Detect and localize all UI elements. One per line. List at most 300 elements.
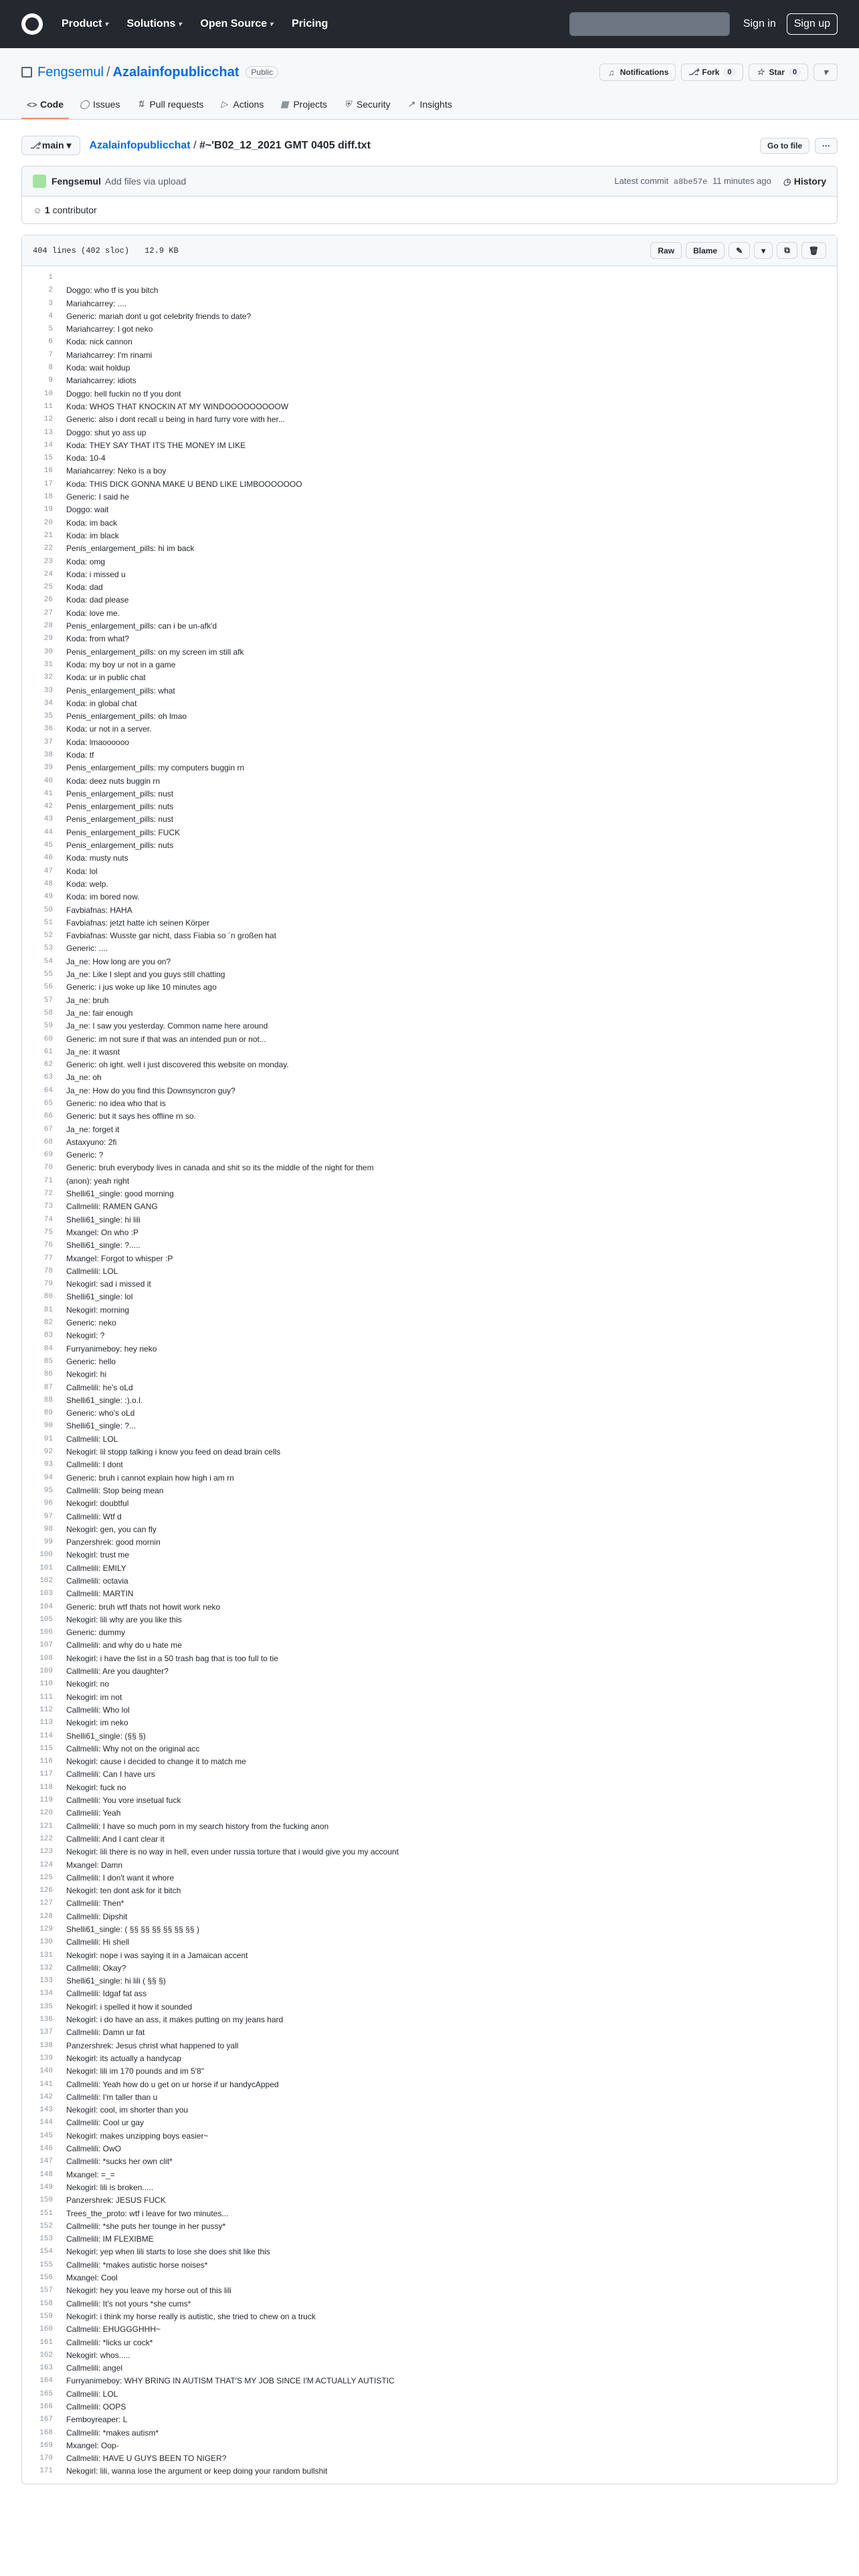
line-content: Nekogirl: lili there is no way in hell, even under russia torture that i would give you my account	[66, 1847, 399, 1857]
code-line	[22, 568, 837, 581]
line-number[interactable]: 56	[43, 983, 53, 992]
line-number[interactable]: 142	[39, 2092, 53, 2101]
copy-icon[interactable]: ⧉	[777, 242, 797, 259]
line-number[interactable]: 121	[39, 1822, 53, 1830]
line-number[interactable]: 155	[39, 2260, 53, 2269]
line-number[interactable]: 120	[39, 1809, 53, 1818]
line-number[interactable]: 37	[43, 738, 53, 746]
line-content: Koda: from what?	[66, 634, 130, 644]
line-number[interactable]: 54	[43, 957, 53, 966]
code-line	[22, 2208, 837, 2220]
line-content: Nekogirl: sad i missed it	[66, 1279, 151, 1289]
code-line	[22, 556, 837, 568]
line-content: Callmelili: Wtf d	[66, 1511, 122, 1521]
github-logo-icon[interactable]	[21, 13, 43, 35]
line-number[interactable]: 62	[43, 1061, 53, 1069]
line-number[interactable]: 137	[39, 2028, 53, 2037]
blame-button[interactable]: Blame	[686, 242, 725, 259]
line-number[interactable]: 43	[43, 815, 53, 824]
line-content: Callmelili: EMILY	[66, 1563, 126, 1573]
code-line	[22, 2014, 837, 2026]
line-number[interactable]: 148	[39, 2170, 53, 2179]
line-number[interactable]: 152	[39, 2222, 53, 2230]
line-content: Generic: bruh wtf thats not howit work neko	[66, 1602, 221, 1612]
line-number[interactable]: 126	[39, 1887, 53, 1895]
line-number[interactable]: 61	[43, 1047, 53, 1056]
line-content: Nekogirl: gen, you can fly	[66, 1524, 157, 1534]
line-number[interactable]: 10	[43, 389, 53, 398]
code-line	[22, 374, 837, 387]
more-options-button[interactable]: ···	[815, 138, 838, 154]
line-number[interactable]: 63	[43, 1073, 53, 1082]
play-icon: ▷	[221, 99, 228, 109]
line-content: Callmelili: Then*	[66, 1899, 124, 1909]
line-number[interactable]: 149	[39, 2183, 53, 2191]
line-number[interactable]: 86	[43, 1370, 53, 1379]
line-number[interactable]: 22	[43, 544, 53, 553]
line-content: Generic: but it says hes offline rn so.	[66, 1111, 196, 1121]
line-number[interactable]: 134	[39, 1990, 53, 1998]
line-content: Generic: neko	[66, 1318, 116, 1328]
branch-select[interactable]: ⎇ main ▾	[21, 136, 80, 155]
code-line	[22, 1020, 837, 1033]
line-number[interactable]: 4	[48, 312, 53, 320]
line-number[interactable]: 55	[43, 970, 53, 979]
line-number[interactable]: 78	[43, 1267, 53, 1275]
code-line	[22, 581, 837, 594]
line-number[interactable]: 20	[43, 518, 53, 527]
line-number[interactable]: 48	[43, 879, 53, 888]
line-content: Furryanimeboy: WHY BRING IN AUTISM THAT'S MY JOB SINCE I'M ACTUALLY AUTISTIC	[66, 2376, 395, 2386]
code-line	[22, 504, 837, 516]
code-line	[22, 1162, 837, 1174]
line-number[interactable]: 70	[43, 1164, 53, 1172]
line-content: Ja_ne: Like I slept and you guys still chatting	[66, 970, 225, 980]
line-number[interactable]: 158	[39, 2299, 53, 2308]
line-number[interactable]: 170	[39, 2454, 53, 2463]
line-number[interactable]: 44	[43, 828, 53, 837]
code-line	[22, 865, 837, 878]
line-number[interactable]: 9	[48, 377, 53, 385]
line-number[interactable]: 13	[43, 428, 53, 437]
line-number[interactable]: 133	[39, 1977, 53, 1985]
line-content: Generic: im not sure if that was an intended pun or not...	[66, 1034, 266, 1044]
line-number[interactable]: 102	[39, 1576, 53, 1585]
line-number[interactable]: 146	[39, 2145, 53, 2153]
search-input[interactable]	[569, 12, 730, 36]
line-content: Koda: ur not in a server.	[66, 724, 152, 734]
tab-security[interactable]: ⛨ Security	[338, 92, 396, 119]
notifications-button[interactable]: ♫ Notifications	[599, 64, 676, 81]
line-number[interactable]: 144	[39, 2119, 53, 2127]
line-number[interactable]: 127	[39, 1899, 53, 1908]
line-number[interactable]: 110	[39, 1680, 53, 1689]
code-line	[22, 401, 837, 413]
line-number[interactable]: 112	[39, 1705, 53, 1714]
line-number[interactable]: 107	[39, 1641, 53, 1650]
tab-pull-requests[interactable]: ⇅ Pull requests	[137, 99, 204, 110]
line-number[interactable]: 66	[43, 1112, 53, 1121]
line-number[interactable]: 124	[39, 1860, 53, 1869]
line-number[interactable]: 140	[39, 2067, 53, 2076]
line-number[interactable]: 90	[43, 1422, 53, 1430]
line-number[interactable]: 165	[39, 2389, 53, 2398]
history-link[interactable]: ◷ History	[783, 175, 826, 187]
line-content: Callmelili: *she puts her tounge in her pussy*	[66, 2221, 226, 2231]
line-content: Callmelili: *makes autistic horse noises*	[66, 2260, 208, 2270]
line-number[interactable]: 67	[43, 1125, 53, 1134]
line-number[interactable]: 157	[39, 2286, 53, 2295]
line-number[interactable]: 95	[43, 1486, 53, 1495]
line-content: Koda: lol	[66, 866, 98, 876]
menu-open-source[interactable]: Open Source ▾	[200, 18, 274, 29]
line-number[interactable]: 111	[39, 1693, 53, 1701]
line-number[interactable]: 15	[43, 454, 53, 463]
line-number[interactable]: 49	[43, 893, 53, 901]
line-number[interactable]: 47	[43, 867, 53, 875]
line-content: Koda: WHOS THAT KNOCKIN AT MY WINDOOOOOOOOOW	[66, 401, 289, 411]
line-content: Shelli61_single: ?.....	[66, 1241, 140, 1251]
line-number[interactable]: 23	[43, 557, 53, 566]
tab-code[interactable]: <> Code	[21, 92, 69, 119]
line-number[interactable]: 89	[43, 1409, 53, 1418]
line-number[interactable]: 164	[39, 2377, 53, 2385]
code-line	[22, 2452, 837, 2465]
line-content	[60, 272, 66, 284]
line-number[interactable]: 18	[43, 493, 53, 502]
line-number[interactable]: 108	[39, 1654, 53, 1662]
line-content: Callmelili: It's not yours *she cums*	[66, 2298, 191, 2309]
line-number[interactable]: 83	[43, 1331, 53, 1340]
tab-actions[interactable]: ▷ Actions	[221, 99, 264, 110]
line-number[interactable]: 145	[39, 2131, 53, 2140]
line-number[interactable]: 129	[39, 1925, 53, 1933]
line-content: Nekogirl: i think my horse really is autistic, she tried to chew on a truck	[66, 2311, 316, 2321]
visibility-badge: Public	[246, 66, 278, 78]
line-number[interactable]: 73	[43, 1202, 53, 1211]
line-number[interactable]: 88	[43, 1396, 53, 1404]
line-number[interactable]: 116	[39, 1757, 53, 1766]
line-number[interactable]: 75	[43, 1228, 53, 1237]
line-number[interactable]: 131	[39, 1951, 53, 1959]
menu-solutions[interactable]: Solutions ▾	[126, 18, 182, 29]
line-content: Generic: ....	[66, 944, 108, 954]
line-content: Callmelili: Are you daughter?	[66, 1667, 169, 1677]
commit-sha[interactable]: a8be57e	[673, 177, 708, 187]
line-number[interactable]: 30	[43, 647, 53, 656]
line-content: Koda: nick cannon	[66, 337, 132, 347]
edit-icon[interactable]: ✎	[729, 242, 750, 259]
line-number[interactable]: 167	[39, 2416, 53, 2424]
code-line	[22, 1626, 837, 1639]
line-number[interactable]: 52	[43, 932, 53, 940]
code-line	[22, 1278, 837, 1291]
line-number[interactable]: 58	[43, 1008, 53, 1017]
code-line	[22, 1317, 837, 1329]
line-number[interactable]: 36	[43, 725, 53, 734]
code-line	[22, 981, 837, 994]
sign-in-link[interactable]: Sign in	[743, 18, 776, 29]
line-number[interactable]: 27	[43, 609, 53, 617]
line-number[interactable]: 21	[43, 531, 53, 540]
code-line	[22, 413, 837, 426]
line-number[interactable]: 41	[43, 789, 53, 798]
code-line	[22, 1885, 837, 1897]
line-number[interactable]: 94	[43, 1473, 53, 1482]
line-number[interactable]: 3	[48, 299, 53, 308]
line-number[interactable]: 147	[39, 2157, 53, 2166]
line-number[interactable]: 45	[43, 841, 53, 850]
line-number[interactable]: 14	[43, 441, 53, 449]
line-number[interactable]: 151	[39, 2209, 53, 2218]
line-number[interactable]: 46	[43, 854, 53, 863]
line-number[interactable]: 57	[43, 996, 53, 1004]
line-number[interactable]: 7	[48, 350, 53, 359]
line-content: Koda: my boy ur not in a game	[66, 659, 176, 669]
code-line	[22, 1897, 837, 1910]
line-number[interactable]: 97	[43, 1512, 53, 1521]
top-navigation	[0, 0, 859, 48]
line-number[interactable]: 96	[43, 1499, 53, 1508]
line-number[interactable]: 81	[43, 1305, 53, 1314]
repo-name-link[interactable]: Azalainfopublicchat	[112, 64, 240, 80]
line-number[interactable]: 79	[43, 1280, 53, 1289]
line-number[interactable]: 87	[43, 1383, 53, 1392]
line-number[interactable]: 143	[39, 2106, 53, 2115]
line-number[interactable]: 84	[43, 1344, 53, 1353]
line-number[interactable]: 74	[43, 1215, 53, 1224]
code-line	[22, 452, 837, 465]
line-number[interactable]: 118	[39, 1783, 53, 1792]
line-number[interactable]: 159	[39, 2312, 53, 2321]
line-number[interactable]: 60	[43, 1035, 53, 1043]
line-number[interactable]: 171	[39, 2467, 53, 2476]
line-number[interactable]: 136	[39, 2016, 53, 2024]
code-line	[22, 1175, 837, 1188]
line-number[interactable]: 115	[39, 1744, 53, 1753]
line-number[interactable]: 5	[48, 325, 53, 334]
contributors-row[interactable]: ☺ 1 contributor	[33, 205, 97, 215]
trash-icon[interactable]: 🗑	[801, 242, 826, 259]
line-number[interactable]: 38	[43, 750, 53, 759]
line-number[interactable]: 160	[39, 2325, 53, 2334]
line-number[interactable]: 104	[39, 1602, 53, 1611]
line-number[interactable]: 51	[43, 918, 53, 927]
line-number[interactable]: 109	[39, 1667, 53, 1676]
tab-insights[interactable]: ↗ Insights	[407, 99, 452, 110]
line-content: Nekogirl: fuck no	[66, 1782, 126, 1792]
menu-product[interactable]: Product ▾	[62, 18, 108, 29]
code-line	[22, 1911, 837, 1923]
code-line	[22, 1923, 837, 1936]
commit-author[interactable]: Fengsemul	[52, 176, 101, 187]
line-number[interactable]: 168	[39, 2428, 53, 2437]
line-number[interactable]: 50	[43, 905, 53, 914]
breadcrumb: Azalainfopublicchat / #~'B02_12_2021 GMT 0405 diff.txt	[89, 139, 371, 151]
pull-request-icon: ⇅	[137, 99, 145, 109]
tab-issues[interactable]: ◯ Issues	[80, 99, 120, 110]
line-content: Generic: i jus woke up like 10 minutes ago	[66, 982, 217, 992]
commit-message[interactable]: Add files via upload	[104, 176, 187, 187]
line-number[interactable]: 35	[43, 712, 53, 721]
line-number[interactable]: 125	[39, 1873, 53, 1882]
line-number[interactable]: 82	[43, 1319, 53, 1327]
line-number[interactable]: 77	[43, 1254, 53, 1263]
line-number[interactable]: 8	[48, 364, 53, 372]
line-number[interactable]: 156	[39, 2274, 53, 2282]
line-number[interactable]: 153	[39, 2235, 53, 2244]
issue-icon: ◯	[80, 99, 90, 109]
line-number[interactable]: 39	[43, 764, 53, 772]
line-number[interactable]: 42	[43, 802, 53, 811]
line-number[interactable]: 114	[39, 1731, 53, 1740]
line-number[interactable]: 99	[43, 1538, 53, 1547]
line-number[interactable]: 162	[39, 2351, 53, 2359]
line-number[interactable]: 150	[39, 2196, 53, 2205]
code-line	[22, 1356, 837, 1368]
line-number[interactable]: 139	[39, 2054, 53, 2062]
line-number[interactable]: 33	[43, 686, 53, 695]
line-number[interactable]: 32	[43, 673, 53, 682]
line-number[interactable]: 16	[43, 467, 53, 475]
code-line	[22, 1394, 837, 1407]
line-number[interactable]: 31	[43, 660, 53, 669]
code-line	[22, 1097, 837, 1110]
line-number[interactable]: 103	[39, 1590, 53, 1598]
chevron-down-icon: ▾	[104, 20, 108, 28]
line-number[interactable]: 80	[43, 1293, 53, 1301]
line-number[interactable]: 154	[39, 2248, 53, 2256]
line-content: Generic: no idea who that is	[66, 1099, 166, 1108]
line-number[interactable]: 65	[43, 1099, 53, 1107]
line-content: Mariahcarrey: idiots	[66, 376, 136, 386]
line-content: Callmelili: Dipshit	[66, 1911, 128, 1921]
line-number[interactable]: 141	[39, 2080, 53, 2088]
line-number[interactable]: 76	[43, 1241, 53, 1250]
line-number[interactable]: 69	[43, 1151, 53, 1160]
line-content: Penis_enlargement_pills: my computers buggin rn	[66, 763, 245, 773]
line-number[interactable]: 166	[39, 2402, 53, 2411]
breadcrumb-repo-link[interactable]: Azalainfopublicchat	[89, 139, 191, 151]
line-content: Callmelili: Damn ur fat	[66, 2028, 145, 2038]
line-number[interactable]: 101	[39, 1564, 53, 1572]
code-line	[22, 491, 837, 504]
avatar[interactable]	[33, 175, 46, 188]
go-to-file-button[interactable]: Go to file	[760, 138, 809, 154]
line-content: Callmelili: LOL	[66, 1434, 118, 1444]
line-number[interactable]: 122	[39, 1834, 53, 1843]
line-number[interactable]: 100	[39, 1551, 53, 1560]
line-number[interactable]: 169	[39, 2441, 53, 2450]
raw-button[interactable]: Raw	[650, 242, 682, 259]
line-number[interactable]: 163	[39, 2364, 53, 2373]
line-number[interactable]: 25	[43, 583, 53, 592]
line-number[interactable]: 2	[48, 286, 53, 295]
line-number[interactable]: 68	[43, 1138, 53, 1146]
line-number[interactable]: 29	[43, 635, 53, 643]
line-number[interactable]: 19	[43, 506, 53, 514]
code-line	[22, 1523, 837, 1536]
line-number[interactable]: 11	[43, 402, 53, 411]
code-line	[22, 2298, 837, 2311]
line-number[interactable]: 91	[43, 1434, 53, 1443]
line-number[interactable]: 17	[43, 479, 53, 488]
line-number[interactable]: 85	[43, 1357, 53, 1366]
line-content: Nekogirl: im not	[66, 1692, 122, 1702]
chevron-down-icon[interactable]: ▾	[754, 242, 773, 259]
star-button[interactable]: ☆ Star 0	[749, 64, 808, 81]
star-dropdown-button[interactable]	[814, 64, 838, 81]
line-content: Penis_enlargement_pills: on my screen im still afk	[66, 647, 244, 657]
line-number[interactable]: 24	[43, 570, 53, 578]
line-content: Nekogirl: doubtful	[66, 1499, 129, 1509]
line-number[interactable]: 123	[39, 1848, 53, 1856]
code-line	[22, 1536, 837, 1549]
line-content: Callmelili: I'm taller than u	[66, 2092, 158, 2102]
menu-pricing[interactable]: Pricing	[292, 18, 328, 29]
line-number[interactable]: 34	[43, 699, 53, 708]
line-number[interactable]: 71	[43, 1176, 53, 1185]
line-content: Nekogirl: hey you leave my horse out of this lili	[66, 2286, 231, 2296]
file-size: 12.9 KB	[145, 245, 179, 255]
line-number[interactable]: 119	[39, 1796, 53, 1805]
line-number[interactable]: 105	[39, 1615, 53, 1624]
fork-button[interactable]: ⎇ Fork 0	[681, 64, 743, 81]
tab-projects[interactable]: ▦ Projects	[280, 99, 327, 110]
line-number[interactable]: 1	[48, 274, 53, 282]
line-number[interactable]: 64	[43, 1086, 53, 1095]
line-number[interactable]: 135	[39, 2002, 53, 2011]
line-content: Koda: lmaoooooo	[66, 737, 130, 747]
line-number[interactable]: 72	[43, 1190, 53, 1198]
repo-owner-link[interactable]: Fengsemul	[37, 64, 104, 80]
code-line	[22, 2181, 837, 2194]
code-line	[22, 1820, 837, 1833]
people-icon: ☺	[33, 205, 42, 215]
sign-up-button[interactable]: Sign up	[787, 13, 838, 35]
line-number[interactable]: 26	[43, 596, 53, 605]
line-number[interactable]: 59	[43, 1022, 53, 1031]
fork-icon: ⎇	[688, 67, 699, 77]
line-number[interactable]: 40	[43, 776, 53, 785]
line-number[interactable]: 12	[43, 415, 53, 424]
line-number[interactable]: 53	[43, 944, 53, 953]
line-number[interactable]: 138	[39, 2041, 53, 2050]
line-number[interactable]: 117	[39, 1770, 53, 1779]
line-number[interactable]: 93	[43, 1461, 53, 1469]
line-content: Callmelili: and why do u hate me	[66, 1640, 182, 1650]
code-line	[22, 891, 837, 903]
line-content: Koda: tf	[66, 750, 94, 760]
code-line	[22, 633, 837, 645]
line-number[interactable]: 28	[43, 622, 53, 631]
code-line	[22, 1975, 837, 1988]
line-number[interactable]: 132	[39, 1963, 53, 1972]
line-number[interactable]: 98	[43, 1525, 53, 1533]
line-number[interactable]: 130	[39, 1938, 53, 1947]
code-line	[22, 1859, 837, 1872]
code-line	[22, 1046, 837, 1059]
line-number[interactable]: 6	[48, 338, 53, 346]
line-number[interactable]: 106	[39, 1628, 53, 1637]
line-count: 404 lines (402 sloc)	[33, 245, 130, 255]
line-number[interactable]: 128	[39, 1912, 53, 1921]
line-content: Ja_ne: bruh	[66, 995, 109, 1005]
line-number[interactable]: 92	[43, 1448, 53, 1457]
line-number[interactable]: 161	[39, 2338, 53, 2347]
line-number[interactable]: 113	[39, 1719, 53, 1727]
line-content: Generic: bruh everybody lives in canada and shit so its the middle of the night for them	[66, 1163, 374, 1173]
